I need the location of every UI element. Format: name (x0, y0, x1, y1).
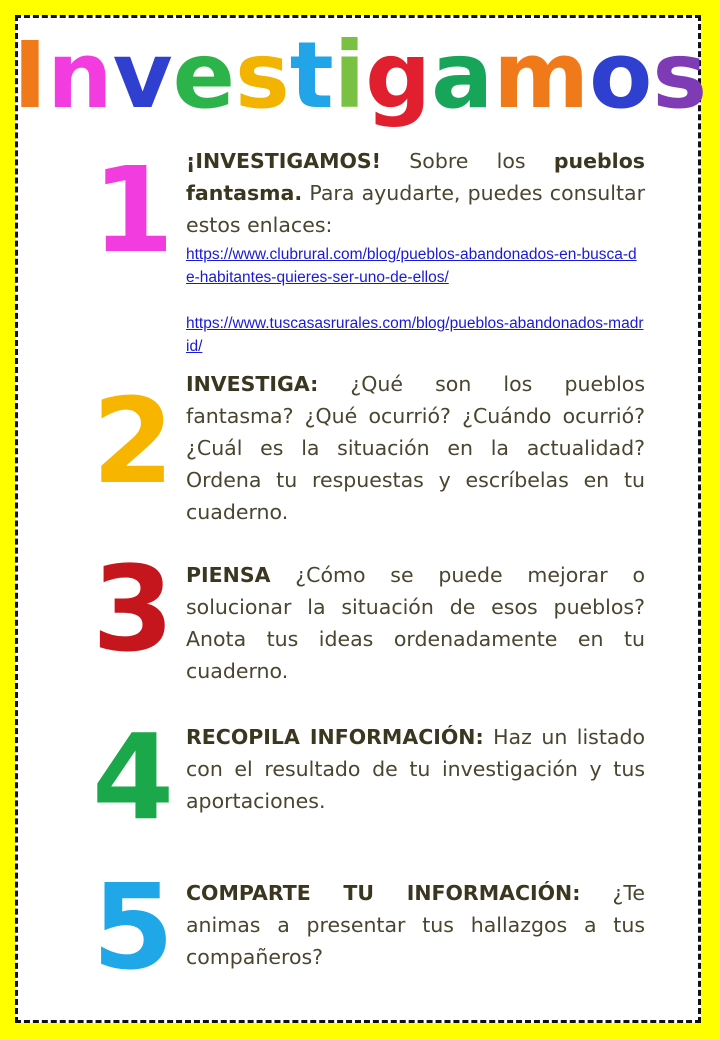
step-3-bold: PIENSA (186, 563, 271, 587)
step-5-bold: COMPARTE TU INFORMACIÓN: (186, 881, 581, 905)
step-3-number: 3 (92, 540, 175, 678)
title-letter: m (493, 22, 590, 129)
step-5-text (186, 877, 645, 973)
step-1-text (186, 145, 645, 358)
link-clubrural[interactable]: https://www.clubrural.com/blog/pueblos-abandonados-en-busca-de-habitantes-quieres-ser-uno-de-ellos/ (186, 246, 637, 286)
step-5-body: ¿Te animas a presentar tus hallazgos a tus compañeros? (186, 881, 645, 969)
step-3-text (186, 559, 645, 687)
title-letter: g (365, 22, 432, 129)
step-2-body: ¿Qué son los pueblos fantasma? ¿Qué ocurrió? ¿Cuándo ocurrió? ¿Cuál es la situación en la actualidad? Ordena tu respuestas y escríbelas en tu cuaderno. (186, 372, 645, 524)
title-letter: s (652, 22, 708, 129)
step-4-bold: RECOPILA INFORMACIÓN: (186, 725, 484, 749)
step-4-text (186, 721, 645, 817)
title-letter: o (589, 22, 653, 129)
step-2-number: 2 (92, 372, 175, 510)
step-1-bold: ¡INVESTIGAMOS! (186, 149, 382, 173)
step-1-body-2: Para ayudarte, puedes consultar estos enlaces: (186, 181, 645, 237)
page-title (0, 20, 720, 132)
title-letter: e (172, 22, 235, 129)
title-letter: i (333, 22, 366, 129)
title-letter: n (47, 22, 113, 129)
step-1-body: Sobre los (381, 149, 554, 173)
step-1-number: 1 (92, 141, 175, 279)
step-3-body: ¿Cómo se puede mejorar o solucionar la situación de esos pueblos? Anota tus ideas ordenadamente en tu cuaderno. (186, 563, 645, 683)
step-2-text (186, 368, 645, 528)
title-letter: a (431, 22, 494, 129)
title-letter: t (289, 22, 334, 129)
step-1-bold-2: pueblos fantasma. (186, 149, 645, 205)
step-4-number: 4 (92, 708, 175, 846)
step-5-number: 5 (92, 858, 175, 996)
title-letter: s (235, 22, 290, 129)
step-4-body: Haz un listado con el resultado de tu investigación y tus aportaciones. (186, 725, 646, 813)
link-tuscasasrurales[interactable]: https://www.tuscasasrurales.com/blog/pueblos-abandonados-madrid/ (186, 315, 644, 355)
step-2-bold: INVESTIGA: (186, 372, 319, 396)
title-letter: I (12, 22, 48, 129)
title-letter: v (112, 22, 173, 129)
